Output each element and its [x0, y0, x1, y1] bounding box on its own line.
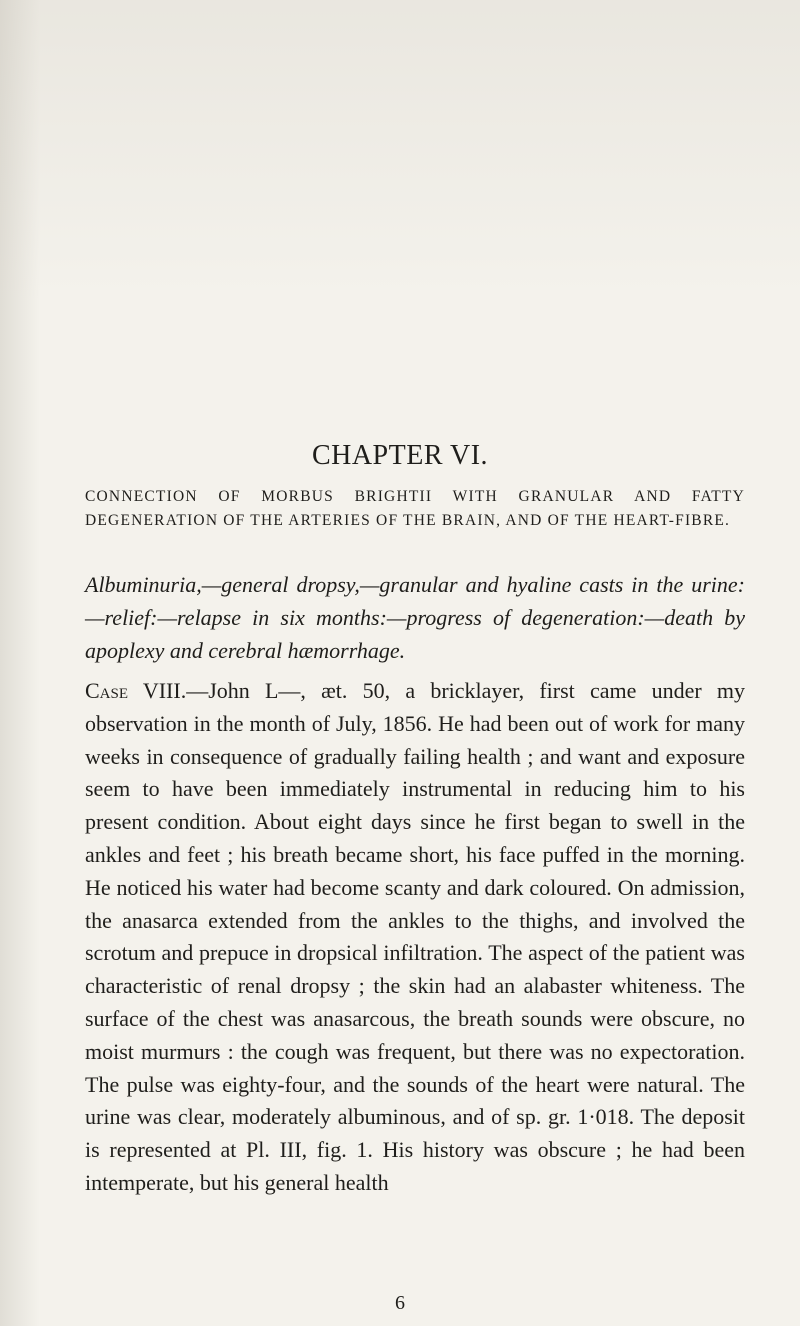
case-text: —John L—, æt. 50, a bricklayer, first came under my observation in the month of July, 1856. He had been out of work for many weeks in consequence of gradually failing health ; and want and exposure seem to have been immediately instrumental in reducing him to his present condition. About eight days since he first began to swell in the ankles and feet ; his breath became short, his face puffed in the morning. He noticed his water had become scanty and dark coloured. On admission, the anasarca extended from the ankles to the thighs, and involved the scrotum and prepuce in dropsical infiltration. The aspect of the patient was characteristic of renal dropsy ; the skin had an alabaster whiteness. The surface of the chest was anasarcous, the breath sounds were obscure, no moist murmurs : the cough was frequent, but there was no expectoration. The pulse was eighty-four, and the sounds of the heart were natural. The urine was clear, moderately albuminous, and of sp. gr. 1·018. The deposit is represented at Pl. III, fig. 1. His history was obscure ; he had been intemperate, but his general health	[85, 678, 746, 1195]
chapter-heading: CHAPTER VI.	[311, 440, 489, 471]
chapter-argument: Albuminuria,—general dropsy,—granular and hyaline casts in the urine:—relief:—relapse in six months:—progress of degeneration:—death by apoplexy and cerebral hæmorrhage.	[85, 572, 745, 663]
case-paragraph	[85, 675, 745, 1200]
page-number: 6	[395, 1292, 405, 1314]
case-label: Case VIII.	[85, 678, 187, 703]
chapter-summary: CONNECTION OF MORBUS BRIGHTII WITH GRANULAR AND FATTY DEGENERATION OF THE ARTERIES OF THE BRAIN, AND OF THE HEART-FIBRE.	[85, 488, 745, 529]
page-edge-shading	[0, 0, 40, 1326]
show-through-shading	[0, 0, 800, 300]
